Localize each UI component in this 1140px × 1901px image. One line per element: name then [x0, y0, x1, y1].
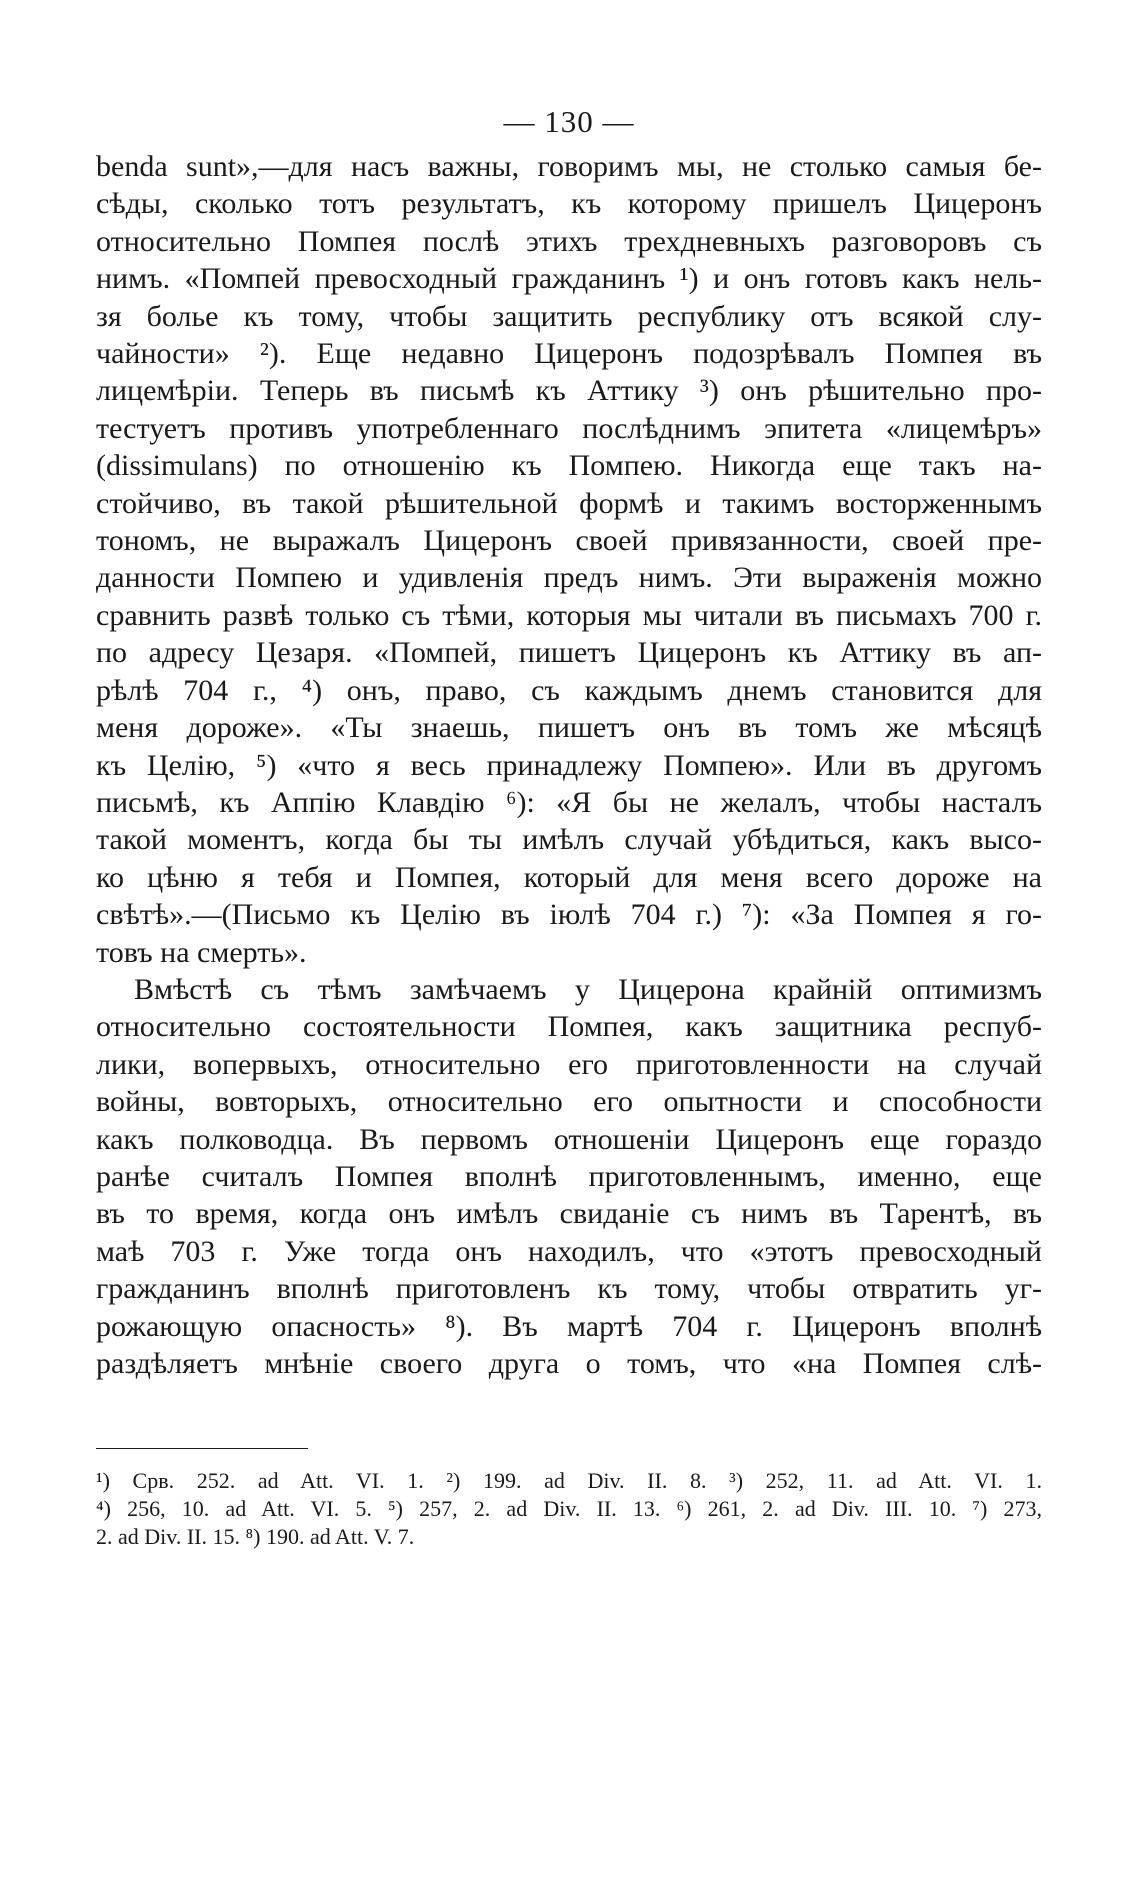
text-line: какъ полководца. Въ первомъ отношеніи Цицеронъ еще гораздо: [96, 1122, 1042, 1156]
text-line: (dissimulans) по отношенію къ Помпею. Никогда еще такъ на-: [96, 449, 1042, 483]
text-line: свѣтѣ».—(Письмо къ Целію въ іюлѣ 704 г.) ⁷): «За Помпея я го-: [96, 898, 1042, 932]
text-line: относительно состоятельности Помпея, какъ защитника респуб-: [96, 1010, 1042, 1044]
text-line: по адресу Цезаря. «Помпей, пишетъ Цицеронъ къ Аттику въ ап-: [96, 636, 1042, 670]
text-line: тономъ, не выражалъ Цицеронъ своей привязанности, своей пре-: [96, 524, 1042, 558]
footnote-line: ¹) Срв. 252. ad Att. VI. 1. ²) 199. ad Div. II. 8. ³) 252, 11. ad Att. VI. 1.: [96, 1468, 1042, 1494]
text-line: Вмѣстѣ съ тѣмъ замѣчаемъ у Цицерона крайній оптимизмъ: [134, 972, 1042, 1006]
text-line: тестуетъ противъ употребленнаго послѣднимъ эпитета «лицемѣръ»: [96, 411, 1042, 445]
text-line: меня дороже». «Ты знаешь, пишетъ онъ въ томъ же мѣсяцѣ: [96, 711, 1042, 745]
footnotes: [96, 1467, 1042, 1551]
text-line: данности Помпею и удивленія предъ нимъ. Эти выраженія можно: [96, 561, 1042, 595]
text-line: benda sunt»,—для насъ важны, говоримъ мы, не столько самыя бе-: [96, 150, 1042, 183]
text-line: сѣды, сколько тотъ результатъ, къ которому пришелъ Цицеронъ: [96, 187, 1042, 221]
text-line: нимъ. «Помпей превосходный гражданинъ ¹) и онъ готовъ какъ нель-: [96, 262, 1042, 296]
paragraph-2: [96, 971, 1042, 1382]
text-line: чайности» ²). Еще недавно Цицеронъ подозрѣвалъ Помпея въ: [96, 337, 1042, 371]
page-number: — 130 —: [503, 104, 635, 139]
footnote-line: 2. ad Div. II. 15. ⁸) 190. ad Att. V. 7.: [96, 1524, 415, 1550]
main-text: [96, 148, 1042, 1382]
paragraph-1: [96, 148, 1042, 971]
text-line: письмѣ, къ Аппію Клавдію ⁶): «Я бы не желалъ, чтобы насталъ: [96, 785, 1042, 819]
text-line: лицемѣріи. Теперь въ письмѣ къ Аттику ³) онъ рѣшительно про-: [96, 374, 1042, 408]
text-line: раздѣляетъ мнѣніе своего друга о томъ, что «на Помпея слѣ-: [96, 1347, 1042, 1380]
text-line: рѣлѣ 704 г., ⁴) онъ, право, съ каждымъ днемъ становится для: [96, 673, 1042, 707]
text-line: въ то время, когда онъ имѣлъ свиданіе съ нимъ въ Тарентѣ, въ: [96, 1197, 1042, 1231]
text-line: войны, вовторыхъ, относительно его опытности и способности: [96, 1085, 1042, 1119]
book-page: [96, 100, 1042, 1551]
text-line: сравнить развѣ только съ тѣми, которыя мы читали въ письмахъ 700 г.: [96, 598, 1042, 632]
text-line: зя болье къ тому, чтобы защитить республику отъ всякой слу-: [96, 299, 1042, 333]
text-line: гражданинъ вполнѣ приготовленъ къ тому, чтобы отвратить уг-: [96, 1272, 1042, 1306]
text-line: маѣ 703 г. Уже тогда онъ находилъ, что «этотъ превосходный: [96, 1234, 1042, 1268]
text-line: рожающую опасность» ⁸). Въ мартѣ 704 г. Цицеронъ вполнѣ: [96, 1309, 1042, 1343]
footnote-divider: [96, 1448, 308, 1449]
footnote-line: ⁴) 256, 10. ad Att. VI. 5. ⁵) 257, 2. ad Div. II. 13. ⁶) 261, 2. ad Div. III. 10. ⁷) 273,: [96, 1496, 1042, 1522]
text-line: ранѣе считалъ Помпея вполнѣ приготовленнымъ, именно, еще: [96, 1159, 1042, 1193]
text-line: ко цѣню я тебя и Помпея, который для меня всего дороже на: [96, 860, 1042, 894]
text-line: лики, вопервыхъ, относительно его приготовленности на случай: [96, 1047, 1042, 1081]
text-line: относительно Помпея послѣ этихъ трехдневныхъ разговоровъ съ: [96, 224, 1042, 258]
text-line: стойчиво, въ такой рѣшительной формѣ и такимъ восторженнымъ: [96, 486, 1042, 520]
text-line: къ Целію, ⁵) «что я весь принадлежу Помпею». Или въ другомъ: [96, 748, 1042, 782]
text-line: товъ на смерть».: [96, 935, 307, 969]
text-line: такой моментъ, когда бы ты имѣлъ случай убѣдиться, какъ высо-: [96, 823, 1042, 857]
